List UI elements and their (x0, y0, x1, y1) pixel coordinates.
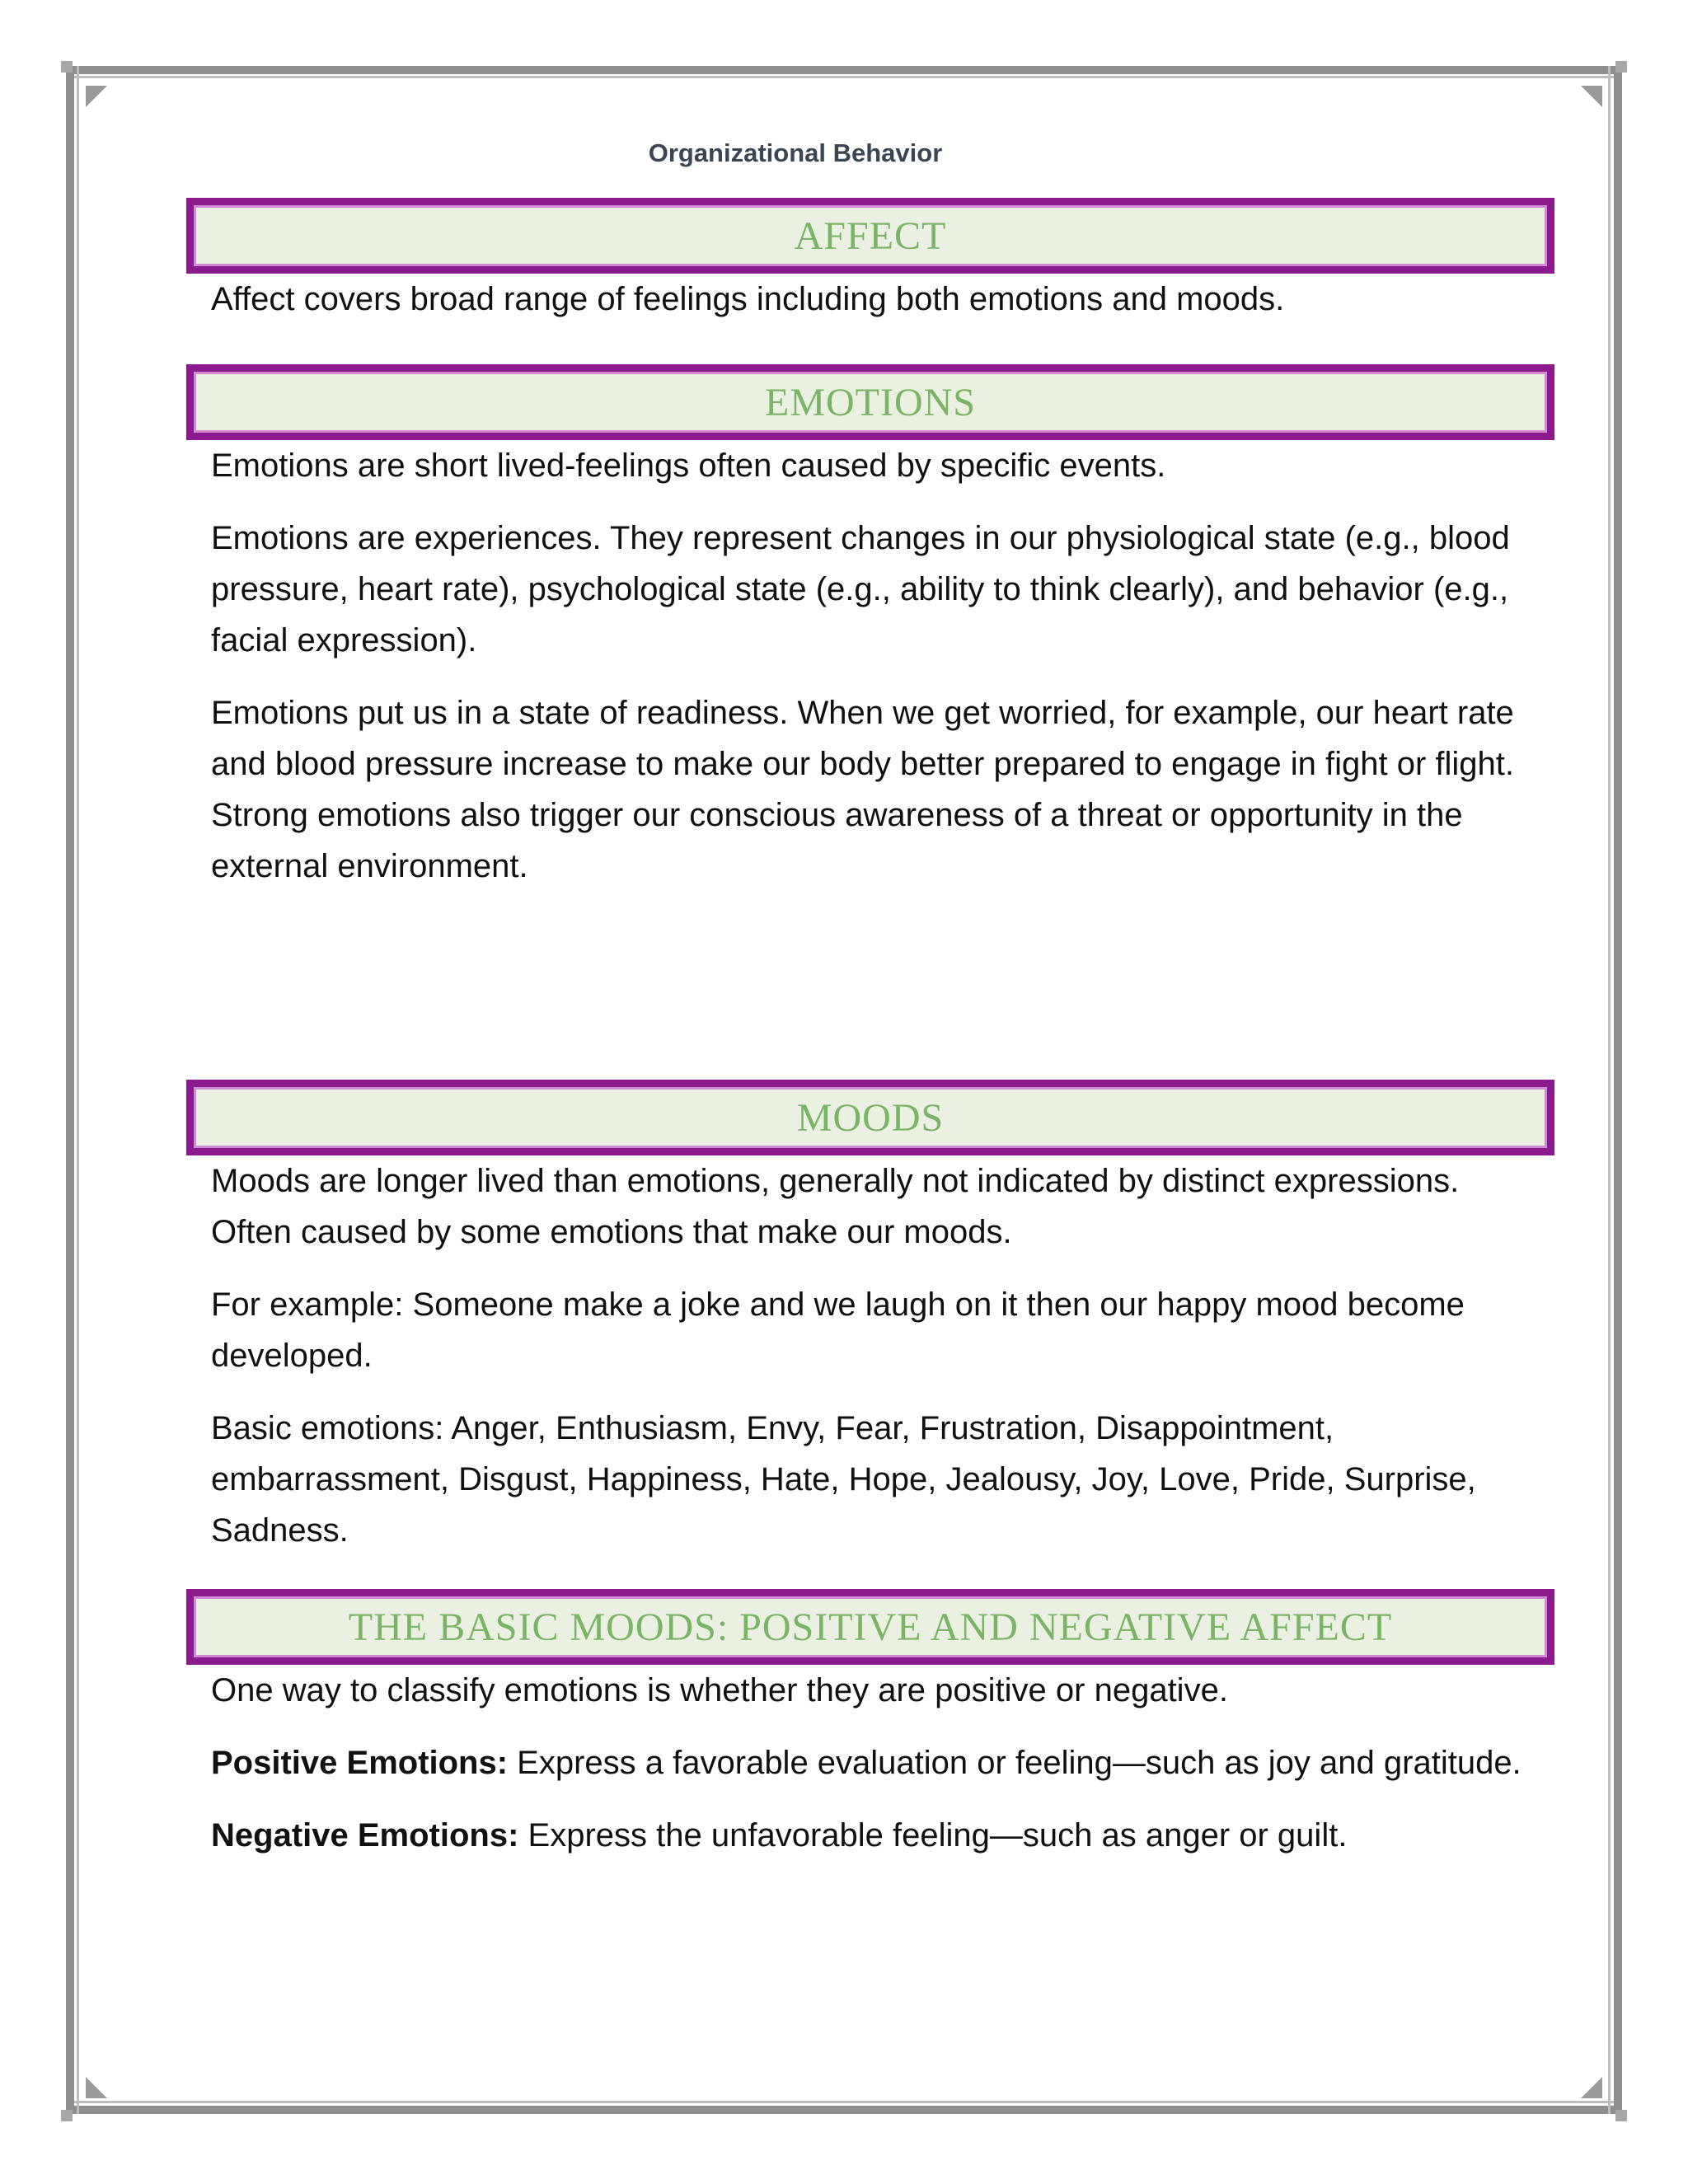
section-heading: EMOTIONS (186, 364, 1554, 440)
border-corner-ornament (1581, 86, 1602, 107)
section-heading: THE BASIC MOODS: POSITIVE AND NEGATIVE AFFECT (186, 1589, 1554, 1665)
positive-emotions-text: Express a favorable evaluation or feeling—such as joy and gratitude. (508, 1745, 1522, 1781)
paragraph: One way to classify emotions is whether they are positive or negative. (211, 1672, 1228, 1708)
page-border-bottom (66, 2106, 1622, 2114)
border-corner-ornament (1581, 2077, 1602, 2098)
negative-emotions-label: Negative Emotions: (211, 1817, 519, 1854)
border-corner-square (61, 2110, 73, 2121)
section-emotions (186, 364, 1554, 892)
border-corner-ornament (86, 2077, 107, 2098)
border-corner-ornament (86, 86, 107, 107)
paragraph: Emotions are short lived-feelings often caused by specific events. (211, 448, 1166, 484)
paragraph: For example: Someone make a joke and we laugh on it then our happy mood become developed. (211, 1286, 1465, 1374)
border-corner-square (1615, 2110, 1627, 2121)
paragraph: Affect covers broad range of feelings including both emotions and moods. (211, 281, 1285, 317)
section-heading: MOODS (186, 1080, 1554, 1155)
positive-emotions-paragraph (211, 1737, 1530, 1788)
negative-emotions-text: Express the unfavorable feeling—such as anger or guilt. (518, 1817, 1348, 1854)
page-border-top (66, 66, 1622, 74)
positive-emotions-label: Positive Emotions: (211, 1745, 509, 1781)
document-body (186, 198, 1554, 1861)
paragraph: Basic emotions: Anger, Enthusiasm, Envy, Fear, Frustration, Disappointment, embarrassment, Disgust, Happiness, Hate, Hope, Jealousy, Joy, Love, Pride, Surprise, Sadness. (211, 1410, 1476, 1549)
section-heading: AFFECT (186, 198, 1554, 274)
border-corner-square (61, 61, 73, 73)
paragraph: Emotions are experiences. They represent changes in our physiological state (e.g., blood pressure, heart rate), psychological state (e.g., ability to think clearly), and behavior (e.g., facial expression). (211, 520, 1510, 658)
page-header-title: Organizational Behavior (648, 138, 943, 167)
page-border-left (66, 66, 74, 2114)
paragraph: Emotions put us in a state of readiness. When we get worried, for example, our heart rate and blood pressure increase to make our body better prepared to engage in fight or flight. Strong emotions also trigger our conscious awareness of a threat or opportunity in the external environment. (211, 695, 1514, 884)
section-affect (186, 198, 1554, 325)
paragraph: Moods are longer lived than emotions, generally not indicated by distinct expressions. Often caused by some emotions that make our moods. (211, 1163, 1460, 1250)
page-border-right (1614, 66, 1622, 2114)
negative-emotions-paragraph (211, 1810, 1530, 1861)
border-corner-square (1615, 61, 1627, 73)
section-basic-moods (186, 1589, 1554, 1861)
section-moods (186, 1080, 1554, 1556)
